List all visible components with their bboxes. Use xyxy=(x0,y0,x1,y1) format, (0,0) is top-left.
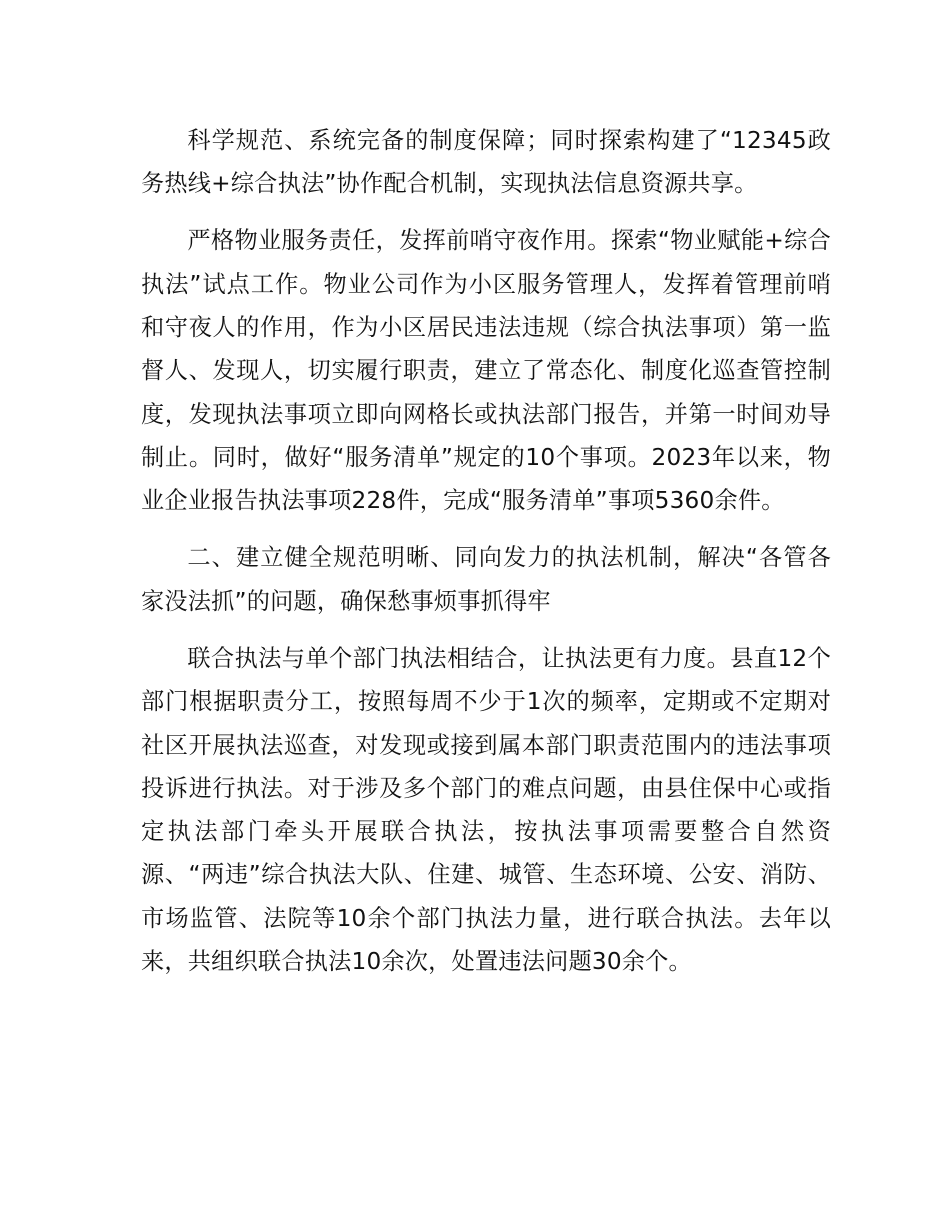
paragraph-property-service: 严格物业服务责任，发挥前哨守夜作用。探索“物业赋能+综合执法”试点工作。物业公司作为小区服务管理人，发挥着管理前哨和守夜人的作用，作为小区居民违法违规（综合执法事项）第一监督人、发现人，切实履行职责，建立了常态化、制度化巡查管控制度，发现执法事项立即向网格长或执法部门报告，并第一时间劝导制止。同时，做好“服务清单”规定的10个事项。2023年以来，物业企业报告执法事项228件，完成“服务清单”事项5360余件。 xyxy=(141,227,831,515)
paragraph-continuation: 科学规范、系统完备的制度保障；同时探索构建了“12345政务热线+综合执法”协作配合机制，实现执法信息资源共享。 xyxy=(141,127,831,198)
paragraph-joint-enforcement: 联合执法与单个部门执法相结合，让执法更有力度。县直12个部门根据职责分工，按照每周不少于1次的频率，定期或不定期对社区开展执法巡查，对发现或接到属本部门职责范围内的违法事项投诉进行执法。对于涉及多个部门的难点问题，由县住保中心或指定执法部门牵头开展联合执法，按执法事项需要整合自然资源、“两违”综合执法大队、住建、城管、生态环境、公安、消防、市场监管、法院等10余个部门执法力量，进行联合执法。去年以来，共组织联合执法10余次，处置违法问题30余个。 xyxy=(141,644,831,976)
section-heading-two: 二、建立健全规范明晰、同向发力的执法机制，解决“各管各家没法抓”的问题，确保愁事烦事抓得牢 xyxy=(141,544,831,615)
document-body xyxy=(141,119,831,983)
